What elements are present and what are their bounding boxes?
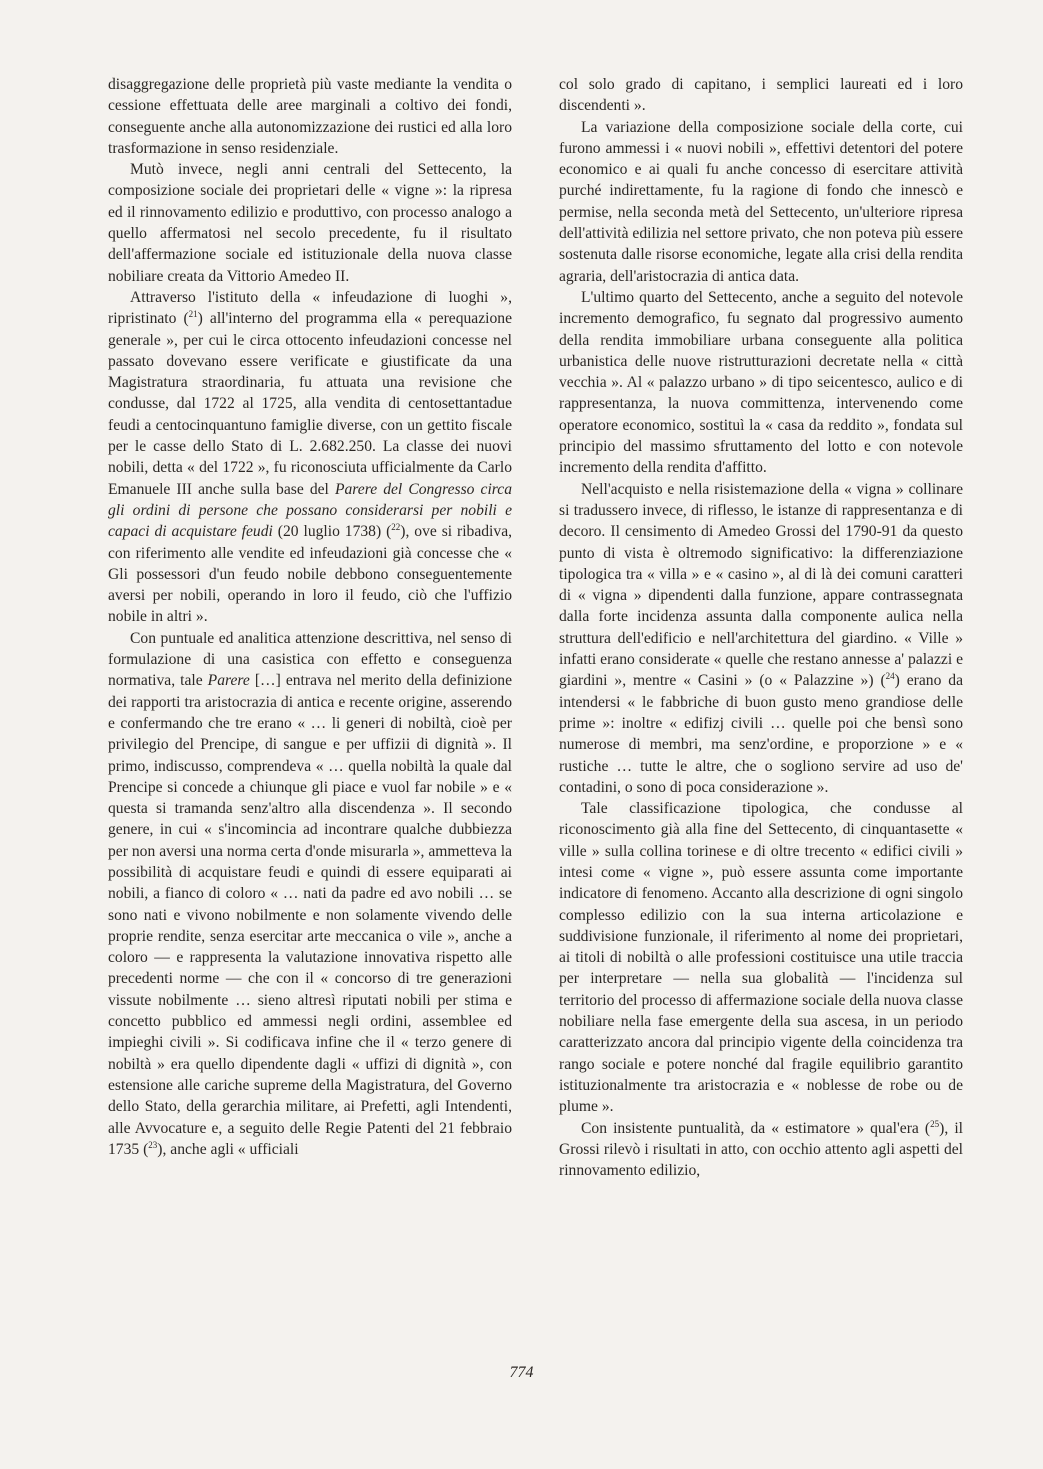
paragraph-text: ) erano da intendersi « le fabbriche di buon gusto meno grandiose delle prime »: inoltre « edifizj civili … quelle poi che bensì sono numerose di membri, ma senz'ordine, e proporzione » e « rustiche … tutte le altre, che o sogliono servire ad uso de' contadini, o sono di poca considerazione ».: [559, 672, 963, 796]
paragraph: [108, 628, 512, 1160]
paragraph-text: (20 luglio 1738) (: [272, 523, 392, 541]
footnote-ref: 24: [885, 671, 895, 682]
paragraph-text: ) all'interno del programma ella « perequazione generale », per cui le circa ottocento infeudazioni concesse nel passato dovevano essere verificate e giustificate da una Magistratura straordinaria, fu attuata una revisione che condusse, dal 1722 al 1725, alla vendita di centosettantadue feudi a centocinquantuno famiglie diverse, con un gettito fiscale per le casse dello Stato di L. 2.682.250. La classe dei nuovi nobili, detta « del 1722 », fu riconosciuta ufficialmente da Carlo Emanuele III anche sulla base del: [108, 310, 512, 498]
paragraph: disaggregazione delle proprietà più vaste mediante la vendita o cessione effettuata delle aree marginali a coltivo dei fondi, conseguente anche alla autonomizzazione dei rustici ed alla loro trasformazione in senso residenziale.: [108, 76, 512, 157]
paragraph: [559, 479, 963, 798]
footnote-ref: 25: [930, 1118, 940, 1129]
paragraph-text: ), ove si ribadiva, con riferimento alle vendite ed infeudazioni già concesse che « Gli possessori d'un feudo nobile debbono conseguentemente aversi per nobili, operando in loro il feudo, ciò che l'uffizio nobile in altri ».: [108, 523, 513, 626]
paragraph: Mutò invece, negli anni centrali del Settecento, la composizione sociale dei proprietari delle « vigne »: la ripresa ed il rinnovamento edilizio e produttivo, con processo analogo a quello affermatosi nel secolo precedente, fu il risultato dell'affermazione sociale ed istituzionale della nuova classe nobiliare creata da Vittorio Amedeo II.: [108, 161, 512, 285]
footnote-ref: 22: [391, 522, 401, 533]
paragraph: La variazione della composizione sociale della corte, cui furono ammessi i « nuovi nobili », effettivi detentori del potere economico e ai quali fu anche concesso di esercitare attività purché indirettamente, fu la ragione di fondo che innescò e permise, nella seconda metà del Settecento, un'ulteriore ripresa dell'attività edilizia nel settore privato, che non poteva più essere sostenuta dalle risorse economiche, legate alla crisi della rendita agraria, dell'aristocrazia di antica data.: [559, 118, 963, 285]
footnote-ref: 21: [188, 309, 198, 320]
left-text-column: [108, 74, 512, 1160]
footnote-ref: 23: [148, 1139, 158, 1150]
paragraph: col solo grado di capitano, i semplici laureati ed i loro discendenti ».: [559, 76, 963, 115]
italic-title: Parere: [207, 672, 250, 690]
paragraph: L'ultimo quarto del Settecento, anche a seguito del notevole incremento demografico, fu segnato dal progressivo aumento della rendita immobiliare urbana conseguente alla politica urbanistica delle nuove ristrutturazioni decretate nella « città vecchia ». Al « palazzo urbano » di tipo seicentesco, aulico e di rappresentanza, la nuova committenza, intervenendo come operatore economico, sostituì la « casa da reddito », fondata sul principio del massimo sfruttamento del lotto e con notevole incremento della rendita d'affitto.: [559, 288, 963, 477]
paragraph-text: Con insistente puntualità, da « estimatore » qual'era (: [581, 1119, 931, 1137]
right-text-column: [559, 74, 963, 1181]
paragraph: Tale classificazione tipologica, che condusse al riconoscimento già alla fine del Settecento, di cinquantasette « ville » sulla collina torinese e di oltre trecento « edifici civili » intesi come « vigne », può essere assunta come importante indicatore di fenomeno. Accanto alla descrizione di ogni singolo complesso edilizio con la sua interna articolazione e suddivisione funzionale, il riferimento al nome dei proprietari, ai titoli di nobiltà o alle professioni costituisce una utile traccia per interpretare — nella sua globalità — l'incidenza sul territorio del processo di affermazione sociale della nuova classe nobiliare nella fase emergente della sua ascesa, in un periodo caratterizzato ancora dal principio vigente della coincidenza tra rango sociale e potere nonché dal fragile equilibrio garantito istituzionalmente tra aristocrazia e « noblesse de robe ou de plume ».: [559, 800, 963, 1116]
paragraph: [108, 287, 512, 628]
paragraph-text: Attraverso l'istituto della « infeudazione di luoghi », ripristinato (: [108, 288, 512, 328]
italic-title: Parere del Congresso circa gli ordini di persone che possano considerarsi per nobili e capaci di acquistare feudi: [108, 480, 512, 541]
paragraph-text: ), anche agli « ufficiali: [157, 1140, 299, 1158]
paragraph: [559, 1118, 963, 1182]
paragraph-text: Con puntuale ed analitica attenzione descrittiva, nel senso di formulazione di una casistica con effetto e conseguenza normativa, tale: [108, 629, 512, 690]
paragraph-text: ), il Grossi rilevò i risultati in atto, con occhio attento agli aspetti del rinnovamento edilizio,: [559, 1119, 964, 1180]
page-number: 774: [509, 1364, 534, 1381]
paragraph-text: […] entrava nel merito della definizione dei rapporti tra aristocrazia di antica e recente origine, asserendo e confermando che tre erano « … li generi di nobiltà, cioè per privilegio del Prencipe, di sangue e per uffizii di dignità ». Il primo, indiscusso, comprendeva « … quella nobiltà la quale dal Prencipe si concede a chiunque gli piace e vuol far nobile » e « questa si tramanda senz'altro alla discendenza ». Il secondo genere, in cui « s'incomincia ad incontrare qualche dubbiezza per non aversi una norma certa d'onde misurarla », ammetteva la possibilità di acquistare feudi e quindi di essere equiparati ai nobili, a fianco di coloro « … nati da padre ed avo nobili … se sono nati e vivono nobilmente e non solamente vivendo delle proprie rendite, senza esercitar arte meccanica o vile », anche a coloro — e rappresenta la valutazione innovativa rispetto alle precedenti norme — che con il « concorso di tre generazioni vissute nobilmente … sieno altresì riputati nobili per stima e concetto pubblico ed ammessi negli ordini, assemblee ed impieghi civili ». Si codificava infine che il « terzo genere di nobiltà » era quello dipendente dagli « uffizi di dignità », con estensione alle cariche supreme della Magistratura, del Governo dello Stato, della gerarchia militare, ai Prefetti, agli Intendenti, alle Avvocature e, a seguito delle Regie Patenti del 21 febbraio 1735 (: [108, 672, 512, 1158]
paragraph-text: Nell'acquisto e nella risistemazione della « vigna » collinare si tradussero invece, di riflesso, le istanze di rappresentanza e di decoro. Il censimento di Amedeo Grossi del 1790-91 da questo punto di vista è oltremodo significativo: la differenziazione tipologica tra « villa » e « casino », al di là dei comuni caratteri di « vigna » dipendenti dalla funzione, appare contrassegnata dalla forte incidenza assunta dalla componente aulica nella struttura dell'edificio e nell'architettura del giardino. « Ville » infatti erano considerate « quelle che restano annesse a' palazzi e giardini », mentre « Casini » (o « Palazzine ») (: [559, 480, 963, 690]
